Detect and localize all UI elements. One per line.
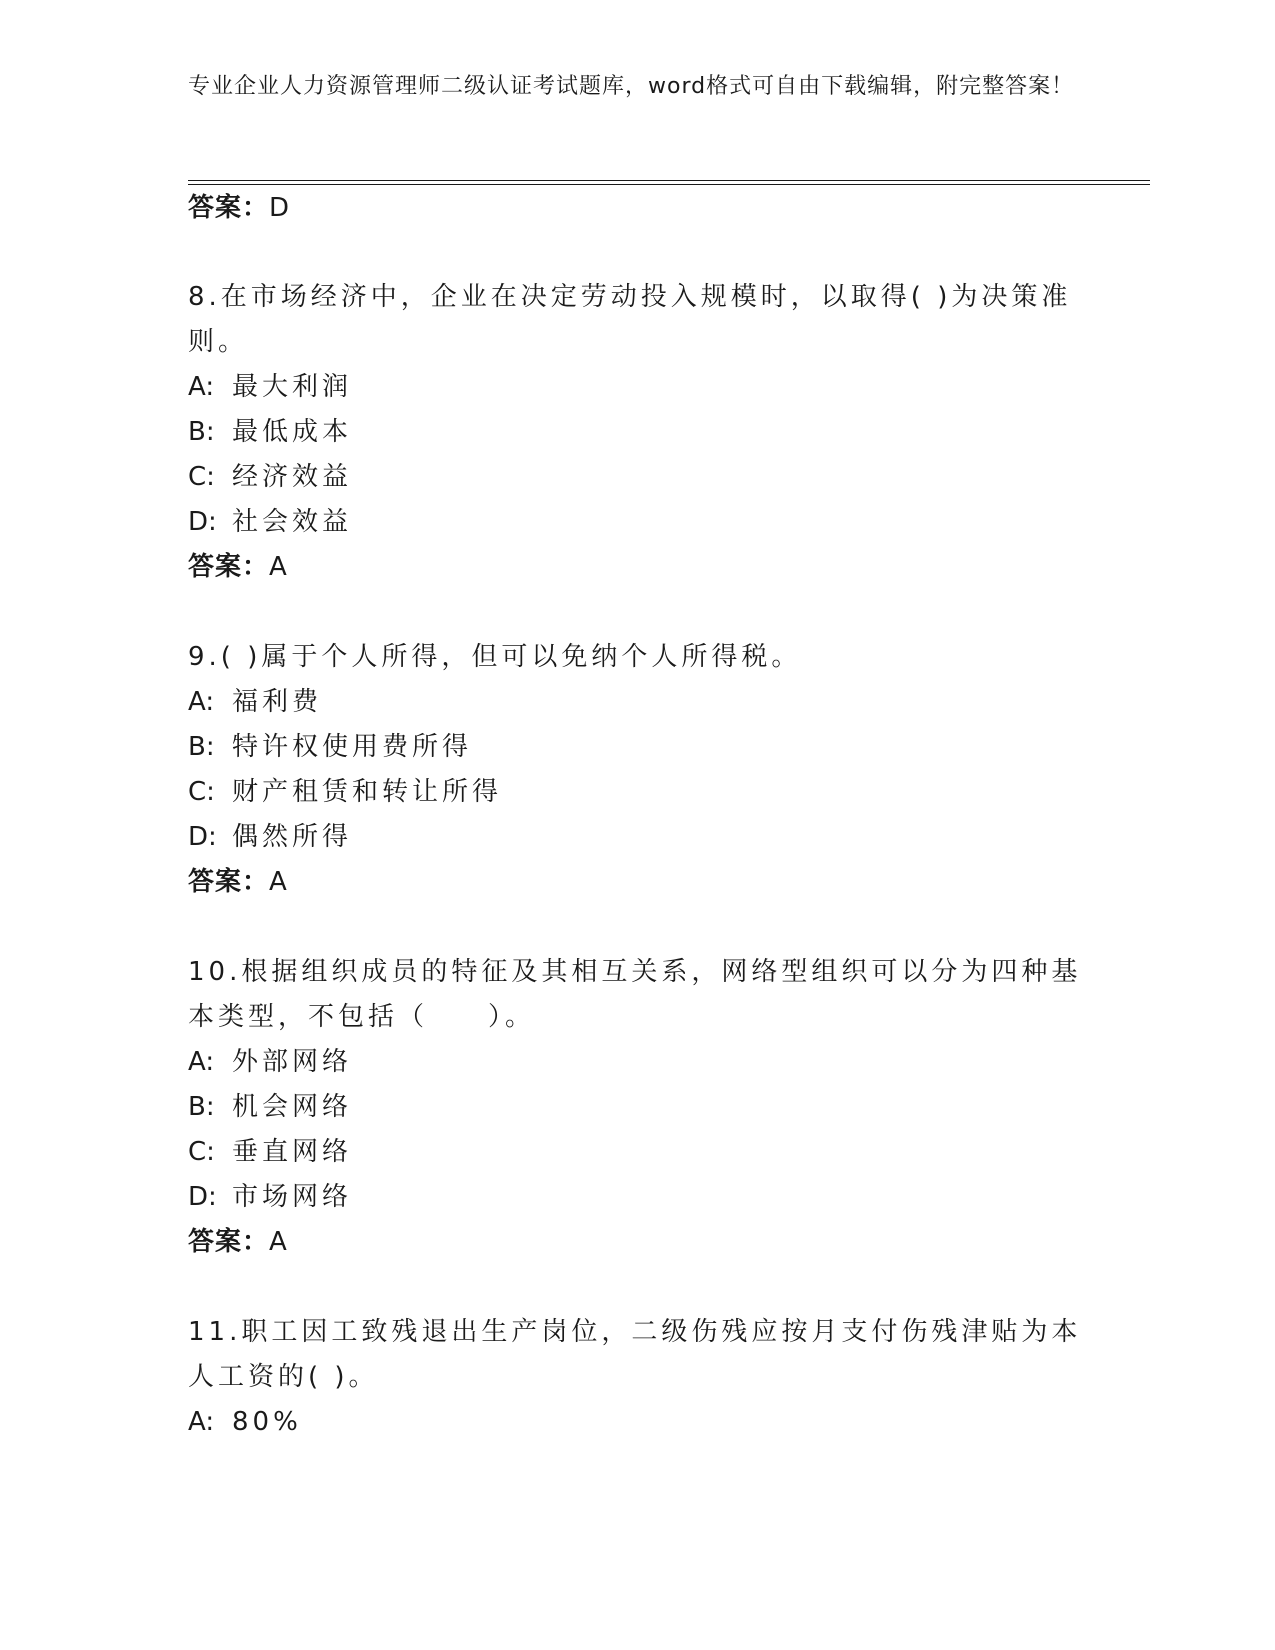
option-text: 外部网络 xyxy=(232,1047,353,1077)
option-text: 80% xyxy=(232,1407,302,1437)
answer-label: 答案： xyxy=(188,552,270,582)
option-text: 福利费 xyxy=(232,687,323,717)
option-text: 偶然所得 xyxy=(232,822,353,852)
option-item xyxy=(188,410,1088,455)
question-text: 8.在市场经济中，企业在决定劳动投入规模时，以取得( )为决策准则。 xyxy=(188,282,1072,357)
option-letter: C: xyxy=(188,777,215,807)
option-letter: A: xyxy=(188,372,215,402)
option-letter: B: xyxy=(188,1092,215,1122)
option-text: 最大利润 xyxy=(232,372,353,402)
option-item xyxy=(188,725,1088,770)
spacer xyxy=(188,904,1088,950)
option-letter: A: xyxy=(188,1047,215,1077)
option-item xyxy=(188,455,1088,500)
option-text: 特许权使用费所得 xyxy=(232,732,473,762)
answer-value: D xyxy=(269,193,291,223)
option-text: 财产租赁和转让所得 xyxy=(232,777,503,807)
question-text: 10.根据组织成员的特征及其相互关系，网络型组织可以分为四种基本类型，不包括（ ）。 xyxy=(188,957,1082,1032)
answer-label: 答案： xyxy=(188,193,270,223)
option-text: 社会效益 xyxy=(232,507,353,537)
option-item xyxy=(188,770,1088,815)
question-text: 9.( )属于个人所得，但可以免纳个人所得税。 xyxy=(188,642,802,672)
answer-line xyxy=(188,186,1088,230)
option-item xyxy=(188,815,1088,860)
option-letter: B: xyxy=(188,732,215,762)
header-rule-top xyxy=(188,180,1150,181)
answer-line xyxy=(188,545,1088,589)
option-letter: B: xyxy=(188,417,215,447)
answer-line xyxy=(188,1220,1088,1264)
answer-label: 答案： xyxy=(188,1227,270,1257)
option-letter: D: xyxy=(188,822,217,852)
option-item xyxy=(188,1085,1088,1130)
question-list xyxy=(188,186,1088,1445)
spacer xyxy=(188,589,1088,635)
option-item xyxy=(188,500,1088,545)
answer-value: A xyxy=(269,867,288,897)
option-letter: A: xyxy=(188,1407,215,1437)
option-text: 市场网络 xyxy=(232,1182,353,1212)
answer-label: 答案： xyxy=(188,867,270,897)
answer-value: A xyxy=(269,552,288,582)
header-rule-bottom xyxy=(188,184,1150,185)
option-item xyxy=(188,365,1088,410)
option-item xyxy=(188,1040,1088,1085)
option-item xyxy=(188,1175,1088,1220)
option-item xyxy=(188,680,1088,725)
option-letter: D: xyxy=(188,1182,217,1212)
option-text: 最低成本 xyxy=(232,417,353,447)
option-item xyxy=(188,1130,1088,1175)
answer-value: A xyxy=(269,1227,288,1257)
option-letter: D: xyxy=(188,507,217,537)
document-header: 专业企业人力资源管理师二级认证考试题库，word格式可自由下载编辑，附完整答案！ xyxy=(188,74,1075,99)
option-letter: C: xyxy=(188,1137,215,1167)
option-item xyxy=(188,1400,1088,1445)
spacer xyxy=(188,1264,1088,1310)
option-letter: C: xyxy=(188,462,215,492)
option-letter: A: xyxy=(188,687,215,717)
spacer xyxy=(188,230,1088,275)
question-text: 11.职工因工致残退出生产岗位，二级伤残应按月支付伤残津贴为本人工资的( )。 xyxy=(188,1317,1082,1392)
option-text: 机会网络 xyxy=(232,1092,353,1122)
answer-line xyxy=(188,860,1088,904)
option-text: 垂直网络 xyxy=(232,1137,353,1167)
option-text: 经济效益 xyxy=(232,462,353,492)
